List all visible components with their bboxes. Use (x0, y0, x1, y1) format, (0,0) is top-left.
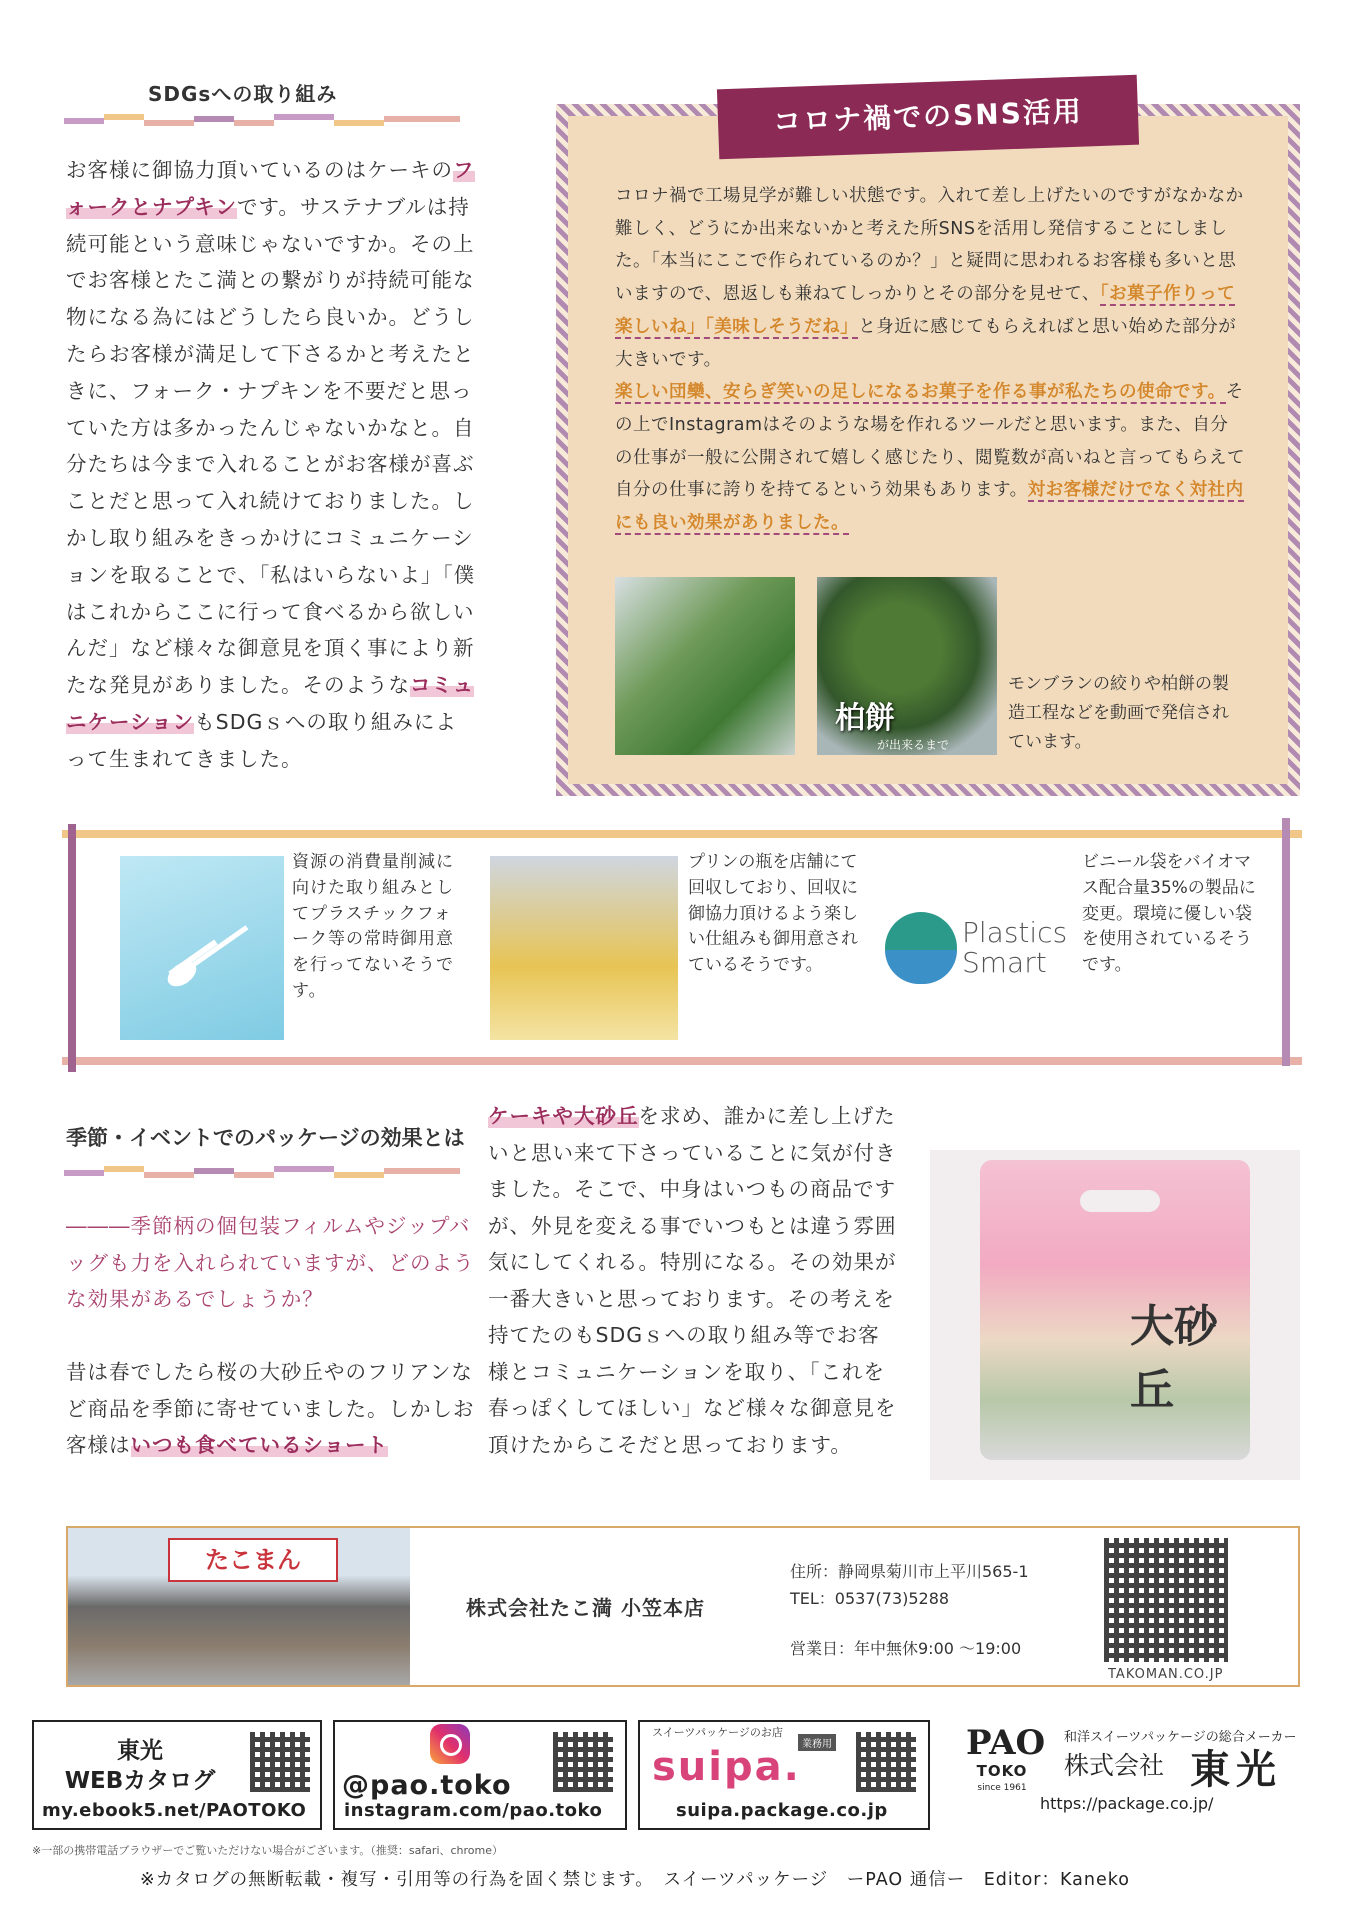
catalog-qr-code[interactable] (250, 1732, 310, 1792)
package-highlight-short: いつも食べているショート (130, 1433, 389, 1457)
package-title: 季節・イベントでのパッケージの効果とは (66, 1126, 465, 1150)
kashiwamochi-sublabel: が出来るまで (877, 738, 950, 752)
catalog-url[interactable]: my.ebook5.net/PAOTOKO (42, 1800, 307, 1821)
zip-bag-brand: 大砂丘 (1130, 1301, 1218, 1416)
sns-highlight-effect: 対お客様だけでなく対社内にも良い効果がありました。 (615, 480, 1244, 534)
band-right-line (1282, 818, 1290, 1066)
pao-logo-sub: TOKO (976, 1762, 1028, 1780)
copyright-note: ※カタログの無断転載・複写・引用等の行為を固く禁じます。 スイーツパッケージ ーPAO 通信ー Editor：Kaneko (140, 1870, 1130, 1890)
plastic-fork-photo (120, 856, 284, 1040)
maker-company-type: 株式会社 (1064, 1751, 1165, 1780)
fork-text: 資源の消費量削減に向けた取り組みとしてプラスチックフォーク等の常時御用意を行ってないそうです。 (292, 852, 454, 1001)
sns-caption: モンブランの絞りや柏餅の製造工程などを動画で発信されています。 (1008, 674, 1229, 752)
suipa-qr-code[interactable] (856, 1732, 916, 1792)
store-qr-code[interactable] (1104, 1538, 1228, 1662)
sns-banner: コロナ禍でのSNS活用 (717, 75, 1139, 160)
instagram-icon (430, 1724, 470, 1764)
maker-tagline: 和洋スイーツパッケージの総合メーカー (1064, 1730, 1297, 1745)
pudding-jar-photo (490, 856, 678, 1040)
kashiwamochi-photo (817, 577, 997, 755)
package-answer-middle: ケーキや大砂丘を求め、誰かに差し上げたいと思い来て下さっていることに気が付きました。そこで、中身はいつもの商品ですが、外見を変える事でいつもとは違う雰囲気にしてくれる。特別になる。その効果が一番大きいと思っております。その考えを持てたのもSDGｓへの取り組み等でお客様とコミュニケーションを取り、「これを春っぽくしてほしい」など様々な御意見を頂けたからこそだと思っております。 (488, 1104, 897, 1457)
maker-url[interactable]: https://package.co.jp/ (1040, 1794, 1214, 1813)
store-photo (68, 1528, 410, 1685)
plastics-smart-text: ビニール袋をバイオマス配合量35%の製品に変更。環境に優しい袋を使用されているそうです。 (1082, 852, 1256, 976)
kashiwamochi-label: 柏餅 (835, 701, 895, 736)
pao-logo-since: since 1961 (977, 1783, 1027, 1793)
store-address: 住所：静岡県菊川市上平川565-1 TEL：0537(73)5288 (790, 1562, 1029, 1608)
web-catalog-title: 東光 WEBカタログ (64, 1738, 216, 1794)
store-qr-label: TAKOMAN.CO.JP (1108, 1667, 1224, 1682)
suipa-tagline: スイーツパッケージのお店 (652, 1726, 783, 1739)
plastics-smart-logo-icon (885, 912, 957, 984)
maker-company-name: 東光 (1190, 1746, 1282, 1793)
store-name: 株式会社たこ満 小笠本店 (466, 1596, 705, 1620)
zip-bag (980, 1160, 1250, 1460)
sdgs-title: SDGsへの取り組み (148, 82, 338, 106)
sdgs-body: お客様に御協力頂いているのはケーキのフォークとナプキンです。サステナブルは持続可能という意味じゃないですか。その上でお客様とたこ満との繋がりが持続可能な物になる為にはどうしたら良いか。どうしたらお客様が満足して下さるかと考えたときに、フォーク・ナプキンを不要だと思っていた方は多かったんじゃないかなと。自分たちは今まで入れることがお客様が喜ぶことだと思って入れ続けておりました。しかし取り組みをきっかけにコミュニケーションを取ることで、「私はいらないよ」「僕はこれからここに行って食べるから欲しいんだ」など様々な御意見を頂く事により新たな発見がありました。そのようなコミュニケーションもSDGｓへの取り組みによって生まれてきました。 (66, 158, 476, 771)
pao-logo: PAO (966, 1723, 1046, 1763)
zip-bag-photo (930, 1150, 1300, 1480)
zip-bag-handle (1080, 1190, 1160, 1212)
suipa-url[interactable]: suipa.package.co.jp (676, 1800, 888, 1821)
browser-note: ※一部の携帯電話ブラウザーでご覧いただけない場合がございます。（推奨：safari、chrome） (32, 1844, 504, 1857)
instagram-qr-code[interactable] (553, 1732, 613, 1792)
pudding-text: プリンの瓶を店舗にて回収しており、回収に御協力頂けるよう楽しい仕組みも御用意されているそうです。 (688, 852, 858, 976)
instagram-url[interactable]: instagram.com/pao.toko (344, 1800, 603, 1821)
package-highlight-cake: ケーキや大砂丘 (488, 1104, 639, 1128)
band-top-line (62, 830, 1302, 838)
suipa-badge: 業務用 (798, 1734, 836, 1751)
store-hours: 営業日：年中無休9:00 ～19:00 (790, 1639, 1022, 1658)
package-answer-left: 昔は春でしたら桜の大砂丘やのフリアンなど商品を季節に寄せていました。しかしお客様はいつも食べているショート (66, 1360, 475, 1457)
sdgs-highlight-fork-napkin: フォークとナプキン (66, 158, 475, 219)
montblanc-photo (615, 577, 795, 755)
store-sign: たこまん (168, 1538, 338, 1582)
package-title-underline (64, 1164, 460, 1180)
suipa-logo: suipa. (652, 1744, 801, 1790)
sdgs-highlight-communication: コミュニケーション (66, 673, 475, 734)
instagram-handle[interactable]: @pao.toko (342, 1770, 512, 1801)
sns-body: コロナ禍で工場見学が難しい状態です。入れて差し上げたいのですがなかなか難しく、どうにか出来ないかと考えた所SNSを活用し発信することにしました。「本当にここで作られているのか？」と疑問に思われるお客様も多いと思いますので、恩返しも兼ねてしっかりとその部分を見せて、「お菓子作りって楽しいね」「美味しそうだね」と身近に感じてもらえればと思い始めた部分が大きいです。 楽しい団欒、安らぎ笑いの足しになるお菓子を作る事が私たちの使命です。その上でInstagramはそのような場を作れるツールだと思います。また、自分の仕事が一般に公開されて嬉しく感じたり、閲覧数が高いねと言ってもらえて自分の仕事に誇りを持てるという効果もあります。対お客様だけでなく対社内にも良い効果がありました。 (615, 186, 1245, 534)
plastics-smart-logo-text: Plastics Smart (962, 916, 1068, 979)
band-left-line (68, 824, 76, 1072)
sdgs-title-underline (64, 112, 460, 128)
sns-highlight-mission: 楽しい団欒、安らぎ笑いの足しになるお菓子を作る事が私たちの使命です。 (615, 382, 1226, 403)
package-question: ―――季節柄の個包装フィルムやジップバッグも力を入れられていますが、どのような効果があるでしょうか？ (66, 1214, 475, 1311)
band-bottom-line (62, 1057, 1302, 1065)
sns-highlight-quote: 「お菓子作りって楽しいね」「美味しそうだね」 (615, 284, 1236, 337)
